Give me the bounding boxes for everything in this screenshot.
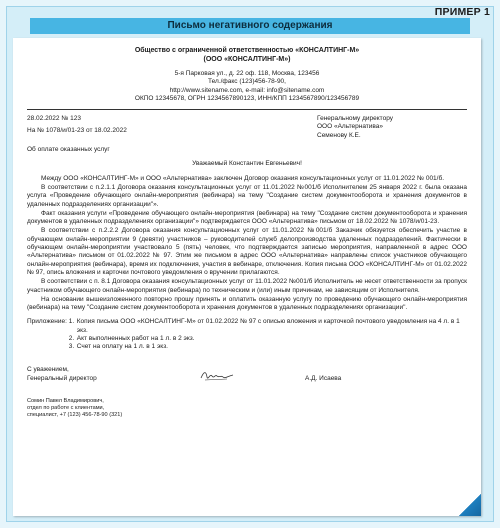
greeting: Уважаемый Константин Евгеньевич! — [192, 160, 302, 168]
attachment-block — [27, 318, 467, 351]
recipient-name: Семенову К.Е. — [317, 131, 361, 139]
handwritten-signature — [199, 368, 235, 382]
letter-meta — [27, 115, 467, 140]
attachment-list — [69, 318, 467, 351]
attachment-item-text: Копия письма ООО «КОНСАЛТИНГ-М» от 01.02.2022 № 97 с описью вложения и карточкой почтового уведомления на 4 л. в 1 экз. — [76, 318, 460, 334]
closing-regards: С уважением, — [27, 365, 69, 373]
body-paragraph: Факт оказания услуги «Проведение обучающего онлайн-мероприятия (вебинара) на тему "Создание систем документооборота и хранения документов в удаленных подразделениях организации"» подтверждается ООО «Альтернатива» письмом от 18.02.2022 № 1078/и/01-23. — [27, 209, 467, 226]
attachment-item-number: 2. — [68, 335, 75, 343]
signer-name: А.Д. Исаева — [305, 374, 342, 382]
divider — [27, 109, 467, 110]
body-paragraph: В соответствии с п.2.1.1 Договора оказания консультационных услуг от 11.01.2022 №001/б Исполнителем 25 января 2022 г. была оказана услуга «Проведение обучающего онлайн-мероприятия (вебинара) на тему "Создание систем документооборота и хранения документов в удаленных подразделениях организации"». — [27, 183, 467, 208]
org-phone: Тел./факс (123)456-78-90, — [208, 78, 286, 86]
org-web: http://www.sitename.com, e-mail: info@sitename.com — [169, 86, 325, 94]
page-curl — [459, 494, 481, 516]
org-short-name: (ООО «КОНСАЛТИНГ-М») — [203, 56, 291, 63]
executor-line: специалист, +7 (123) 456-78-90 (321) — [27, 412, 123, 419]
org-name: Общество с ограниченной ответственностью «КОНСАЛТИНГ-М» — [134, 47, 360, 54]
attachment-item-text: Акт выполненных работ на 1 л. в 2 экз. — [76, 335, 195, 343]
body-paragraph: В соответствии с п.2.2.2 Договора оказания консультационных услуг от 11.01.2022 №001/б Заказчик обязуется обеспечить участие в обучающем онлайн-мероприятии 9 (девяти) участников – руководителей служб делопроизводства удаленных подразделений. Фактически в обучающем онлайн-мероприятии участвовало 5 (пять) человек, что подтверждается записью мероприятия, направленной в адрес ООО «Альтернатива» письмом от 01.02.2022 № 97. Этим же письмом в адрес ООО «Альтернатива» направлены список участников обучающего онлайн-мероприятия (вебинара), время их подключения, участия в вебинаре, отключения. Копия письма ООО «КОНСАЛТИНГ-М» от 01.02.2022 № 97, опись вложения и карточки почтового уведомления о вручении прилагаются. — [27, 227, 467, 276]
body-paragraph: На основании вышеизложенного повторно прошу принять и оплатить оказанную услугу по проведению обучающего онлайн-мероприятия (вебинара) на тему "Создание систем документооборота и хранения документов в удаленных подразделениях организации". — [27, 295, 467, 312]
recipient-org: ООО «Альтернатива» — [317, 123, 384, 131]
letter-reference: На № 1078/и/01-23 от 18.02.2022 — [27, 127, 127, 135]
recipient-position: Генеральному директору — [317, 115, 393, 123]
executor-line: отдел по работе с клиентами, — [27, 404, 105, 411]
signer-position: Генеральный директор — [27, 374, 97, 382]
recipient-block — [317, 115, 467, 140]
signature-block — [27, 366, 467, 394]
letter-sheet — [13, 38, 481, 516]
letter-body — [27, 175, 467, 313]
letter-date-number: 28.02.2022 № 123 — [27, 115, 81, 123]
attachment-item-text: Счет на оплату на 1 л. в 1 экз. — [76, 343, 168, 351]
body-paragraph: В соответствии с п. 8.1 Договора оказания консультационных услуг от 11.01.2022 №001/б Исполнитель не несет ответственности за пропуск участником обучающего онлайн-мероприятия (вебинара) по техническим и (или) иным причинам, не зависящим от Исполнителя. — [27, 278, 467, 294]
letter-subject: Об оплате оказанных услуг — [27, 146, 110, 154]
letterhead — [27, 46, 467, 103]
attachment-label: Приложение: — [27, 318, 67, 326]
executor-line: Сомин Павел Владимирович, — [27, 397, 104, 404]
attachment-item-number: 3. — [68, 343, 75, 351]
attachment-item — [69, 343, 467, 351]
body-paragraph: Между ООО «КОНСАЛТИНГ-М» и ООО «Альтернатива» заключен Договор оказания консультационных услуг от 11.01.2022 № 001/б. — [41, 174, 445, 182]
attachment-item — [69, 335, 467, 343]
org-address: 5-я Парковая ул., д. 22 оф. 118, Москва, 123456 — [174, 70, 320, 77]
org-codes: ОКПО 12345678, ОГРН 1234567890123, ИНН/КПП 1234567890/123456789 — [134, 94, 360, 102]
executor-info — [27, 398, 467, 420]
example-label: ПРИМЕР 1 — [434, 6, 490, 18]
page-title: Письмо негативного содержания — [30, 18, 470, 34]
attachment-item-number: 1. — [68, 318, 75, 326]
attachment-item — [69, 318, 467, 335]
